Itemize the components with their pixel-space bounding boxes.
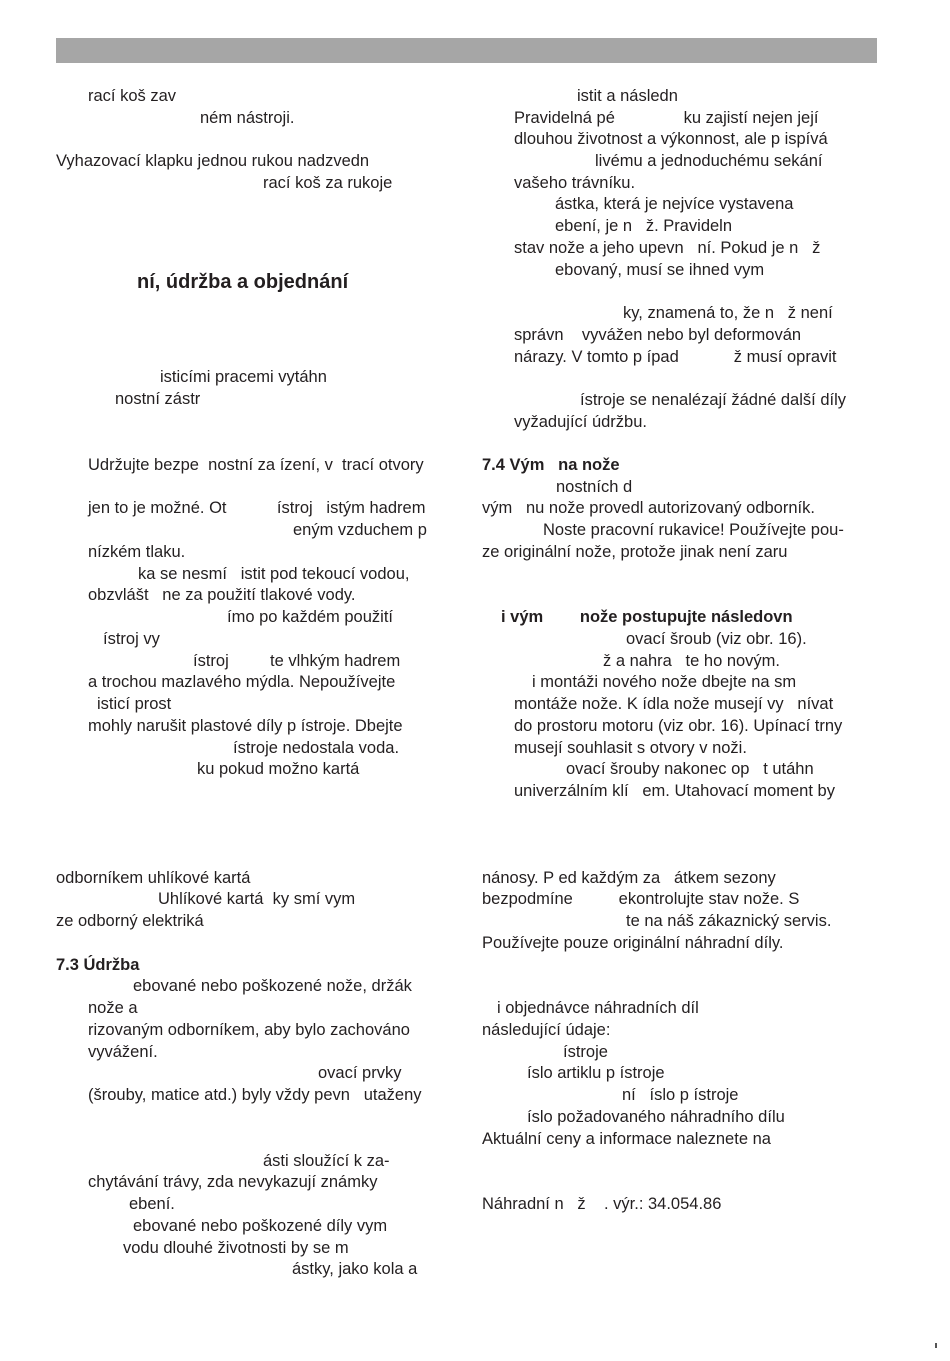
text-line: isticí prost [97, 695, 172, 713]
text-line: montáže nože. K ídla nože musejí vy nívat [514, 695, 834, 713]
text-line: ž a nahra te ho novým. [603, 652, 781, 670]
text-line: do prostoru motoru (viz obr. 16). Upínací trny [514, 717, 843, 735]
text-line: vašeho trávníku. [514, 174, 636, 192]
text-line: ístroj te vlhkým hadrem [193, 652, 401, 670]
text-line: bezpodmíne ekontrolujte stav nože. S [482, 890, 800, 908]
text-line: vyvážení. [88, 1043, 158, 1061]
text-line: isticími pracemi vytáhn [160, 368, 327, 386]
text-line: Aktuální ceny a informace naleznete na [482, 1130, 771, 1148]
text-line: ímo po každém použití [227, 608, 393, 626]
text-line: ovací prvky [318, 1064, 402, 1082]
text-line: ze originální nože, protože jinak není zaru [482, 543, 788, 561]
text-line: stav nože a jeho upevn ní. Pokud je n ž [514, 239, 821, 257]
text-line: dlouhou životnost a výkonnost, ale p ispívá [514, 130, 828, 148]
text-line: Noste pracovní rukavice! Používejte pou- [543, 521, 844, 539]
text-line: i montáži nového nože dbejte na sm [532, 673, 797, 691]
text-line: ístroje nedostala voda. [233, 739, 400, 757]
text-line: ástky, jako kola a [292, 1260, 418, 1278]
text-line: vodu dlouhé životnosti by se m [123, 1239, 349, 1257]
text-line: rizovaným odborníkem, aby bylo zachováno [88, 1021, 410, 1039]
text-line: mohly narušit plastové díly p ístroje. Dbejte [88, 717, 403, 735]
text-line: ovací šroub (viz obr. 16). [626, 630, 807, 648]
text-line: ku pokud možno kartá [197, 760, 360, 778]
text-line: nízkém tlaku. [88, 543, 186, 561]
text-line: ásti sloužící k za- [263, 1152, 390, 1170]
text-line: Udržujte bezpe nostní za ízení, v trací otvory [88, 456, 424, 474]
text-line: Používejte pouze originální náhradní díly. [482, 934, 784, 952]
text-line: musejí souhlasit s otvory v noži. [514, 739, 747, 757]
heading-line: ní, údržba a objednání [137, 271, 349, 293]
text-line: íslo artiklu p ístroje [527, 1064, 665, 1082]
text-line: livému a jednoduchému sekání [595, 152, 823, 170]
heading-line: 7.3 Údržba [56, 956, 140, 974]
text-line: ebení. [129, 1195, 175, 1213]
text-line: a trochou mazlavého mýdla. Nepoužívejte [88, 673, 396, 691]
heading-line: 7.4 Vým na nože [482, 456, 620, 474]
text-line: obzvlášt ne za použití tlakové vody. [88, 586, 356, 604]
text-line: ka se nesmí istit pod tekoucí vodou, [138, 565, 410, 583]
text-line: istit a následn [577, 87, 678, 105]
text-line: jen to je možné. Ot ístroj istým hadrem [88, 499, 426, 517]
text-line: ovací šrouby nakonec op t utáhn [566, 760, 814, 778]
text-line: Uhlíkové kartá ky smí vym [158, 890, 356, 908]
header-bar [56, 38, 877, 63]
text-line: Vyhazovací klapku jednou rukou nadzvedn [56, 152, 370, 170]
text-line: eným vzduchem p [293, 521, 427, 539]
text-line: ebovaný, musí se ihned vym [555, 261, 765, 279]
text-line: ástka, která je nejvíce vystavena [555, 195, 794, 213]
heading-line: i vým nože postupujte následovn [501, 608, 793, 626]
text-line: nostních d [556, 478, 633, 496]
text-line: vým nu nože provedl autorizovaný odborník. [482, 499, 815, 517]
text-line: chytávání trávy, zda nevykazují známky [88, 1173, 378, 1191]
text-line: správn vyvážen nebo byl deformován [514, 326, 802, 344]
text-line: (šrouby, matice atd.) byly vždy pevn utaženy [88, 1086, 422, 1104]
text-line: ístroj vy [103, 630, 160, 648]
text-line: ní íslo p ístroje [622, 1086, 739, 1104]
text-line: ném nástroji. [200, 109, 295, 127]
text-line: nože a [88, 999, 138, 1017]
text-line: odborníkem uhlíkové kartá [56, 869, 251, 887]
text-line: te na náš zákaznický servis. [626, 912, 832, 930]
text-line: následující údaje: [482, 1021, 611, 1039]
text-line: ebení, je n ž. Pravideln [555, 217, 733, 235]
text-line: ebované nebo poškozené nože, držák [133, 977, 412, 995]
text-line: Náhradní n ž . výr.: 34.054.86 [482, 1195, 722, 1213]
text-line: rací koš za rukoje [263, 174, 393, 192]
text-line: Pravidelná pé ku zajistí nejen její [514, 109, 819, 127]
text-line: ístroje se nenalézají žádné další díly [580, 391, 846, 409]
text-line: rací koš zav [88, 87, 177, 105]
text-line: íslo požadovaného náhradního dílu [527, 1108, 785, 1126]
text-line: ky, znamená to, že n ž není [623, 304, 833, 322]
text-line: ebované nebo poškozené díly vym [133, 1217, 388, 1235]
text-line: nánosy. P ed každým za átkem sezony [482, 869, 776, 887]
text-line: nárazy. V tomto p ípad ž musí opravit [514, 348, 837, 366]
corner-mark [935, 1343, 937, 1348]
text-line: vyžadující údržbu. [514, 413, 647, 431]
text-line: univerzálním klí em. Utahovací moment by [514, 782, 835, 800]
text-line: nostní zástr [115, 390, 201, 408]
text-line: ze odborný elektriká [56, 912, 204, 930]
text-line: i objednávce náhradních díl [497, 999, 699, 1017]
text-line: ístroje [563, 1043, 608, 1061]
